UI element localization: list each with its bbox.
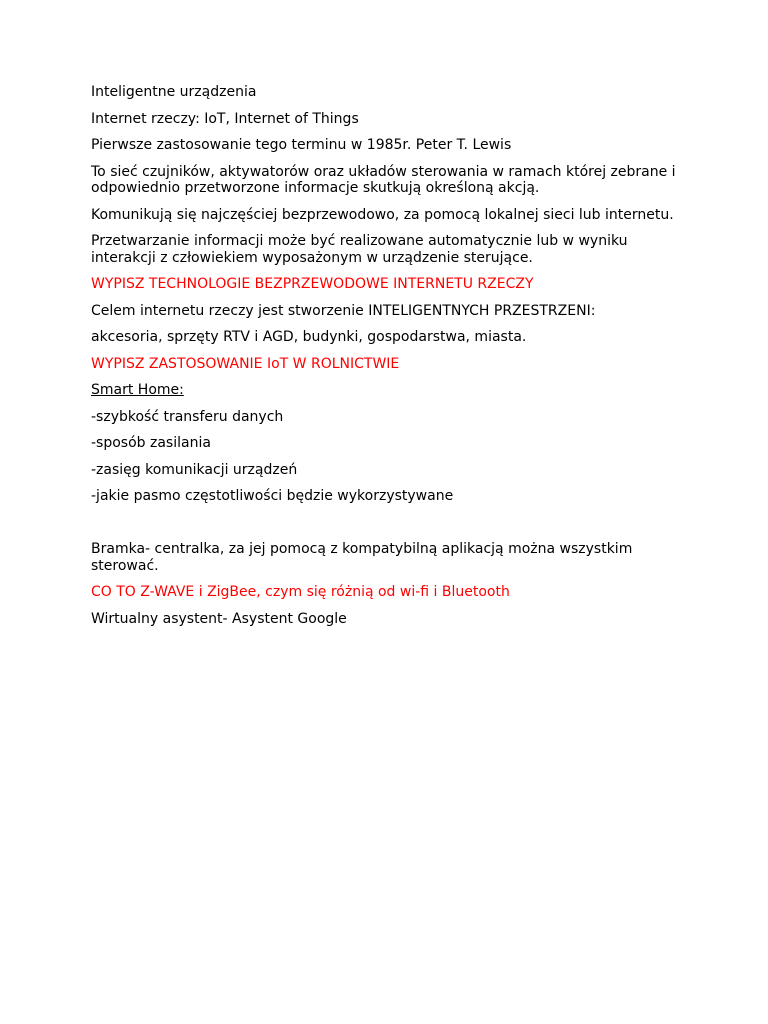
paragraph-iot-definition: Internet rzeczy: IoT, Internet of Things (91, 110, 359, 127)
paragraph-virtual-assistant: Wirtualny asystent- Asystent Google (91, 610, 347, 627)
paragraph-smart-spaces-list: akcesoria, sprzęty RTV i AGD, budynki, gospodarstwa, miasta. (91, 329, 527, 345)
paragraph-network-description: To sieć czujników, aktywatorów oraz układów sterowania w ramach której zebrane i odpowiednio przetworzone informacje skutkują określoną akcją. (91, 163, 676, 196)
paragraph-gateway: Bramka- centralka, za jej pomocą z kompatybilną aplikacją można wszystkim sterować. (91, 541, 633, 574)
task-zwave-zigbee: CO TO Z-WAVE i ZigBee, czym się różnią od wi-fi i Bluetooth (91, 584, 510, 600)
paragraph-first-use: Pierwsze zastosowanie tego terminu w 1985r. Peter T. Lewis (91, 137, 512, 153)
document-title: Inteligentne urządzenia (91, 84, 257, 100)
list-item: -szybkość transferu danych (91, 408, 284, 425)
list-item: -zasięg komunikacji urządzeń (91, 461, 298, 478)
list-item: -sposób zasilania (91, 435, 211, 451)
task-wireless-technologies: WYPISZ TECHNOLOGIE BEZPRZEWODOWE INTERNETU RZECZY (91, 276, 534, 292)
list-item: -jakie pasmo częstotliwości będzie wykorzystywane (91, 488, 454, 504)
task-agriculture-applications: WYPISZ ZASTOSOWANIE IoT W ROLNICTWIE (91, 355, 400, 372)
blank-line (91, 515, 681, 532)
smart-home-heading: Smart Home: (91, 382, 184, 398)
paragraph-smart-spaces: Celem internetu rzeczy jest stworzenie INTELIGENTNYCH PRZESTRZENI: (91, 302, 596, 319)
paragraph-processing: Przetwarzanie informacji może być realizowane automatycznie lub w wyniku interakcji z człowiekiem wyposażonym w urządzenie sterujące. (91, 233, 628, 266)
document-body (91, 84, 681, 637)
paragraph-communication: Komunikują się najczęściej bezprzewodowo, za pomocą lokalnej sieci lub internetu. (91, 206, 674, 223)
